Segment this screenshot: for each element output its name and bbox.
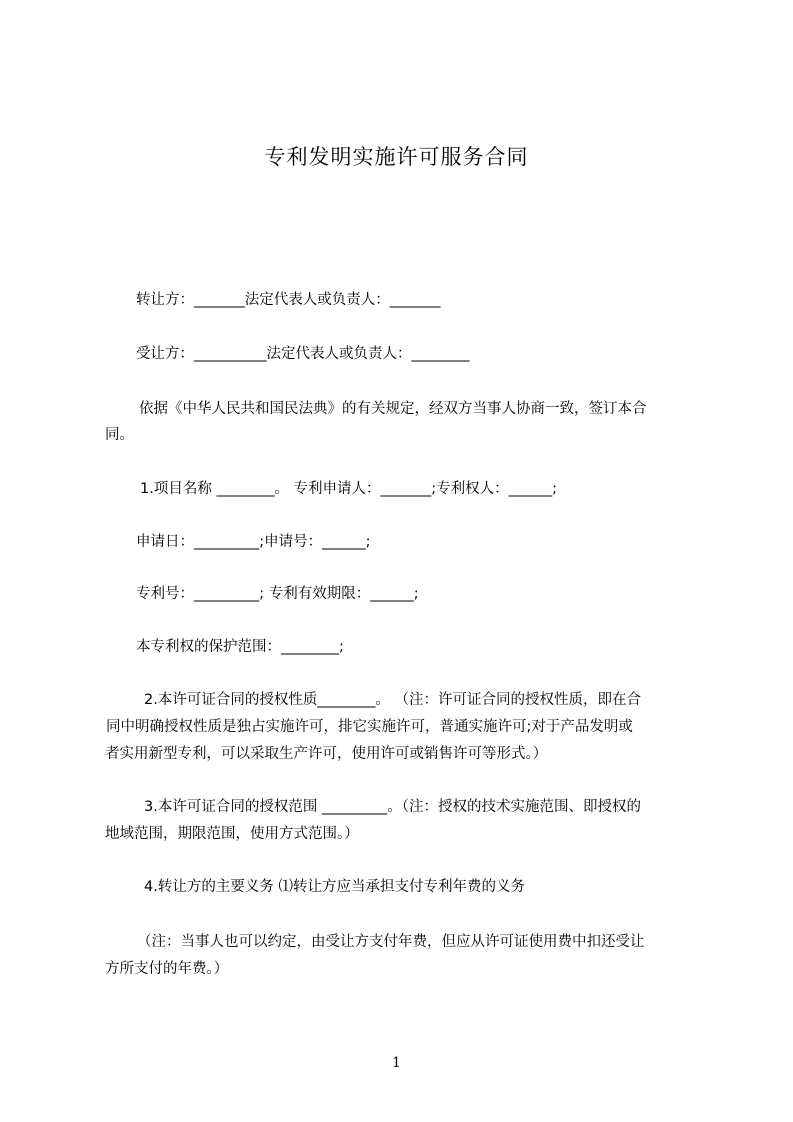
item-2-line-3: 者实用新型专利，可以采取生产许可，使用许可或销售许可等形式。） — [105, 746, 548, 762]
item-2-line-1: 2.本许可证合同的授权性质________。 （注：许可证合同的授权性质，即在合 — [144, 692, 641, 708]
application-line: 申请日：_________;申请号：______; — [136, 534, 371, 550]
page-number: 1 — [392, 1055, 401, 1071]
transferee-line: 受让方：__________法定代表人或负责人：________ — [136, 346, 470, 362]
note-line-2: 方所支付的年费。） — [105, 961, 229, 977]
basis-line-1: 依据《中华人民共和国民法典》的有关规定，经双方当事人协商一致，签订本合 — [139, 401, 647, 417]
item-1-project: 1.项目名称 ________。 专利申请人：_______;专利权人：______; — [140, 481, 558, 497]
basis-line-2: 同。 — [105, 427, 134, 443]
item-4-line: 4.转让方的主要义务 ⑴转让方应当承担支付专利年费的义务 — [144, 879, 525, 895]
item-3-line-1: 3.本许可证合同的授权范围 _________。（注：授权的技术实施范围、即授权的 — [144, 799, 641, 815]
item-3-line-2: 地域范围，期限范围，使用方式范围。） — [105, 826, 359, 842]
document-title: 专利发明实施许可服务合同 — [264, 145, 529, 169]
patent-number-line: 专利号：_________; 专利有效期限：______; — [136, 586, 419, 602]
transferor-line: 转让方：_______法定代表人或负责人：_______ — [136, 292, 441, 308]
note-line-1: （注：当事人也可以约定，由受让方支付年费，但应从许可证使用费中扣还受让 — [137, 934, 645, 950]
item-2-line-2: 同中明确授权性质是独占实施许可，排它实施许可，普通实施许可;对于产品发明或 — [106, 719, 633, 735]
protection-scope-line: 本专利权的保护范围：________; — [136, 639, 344, 655]
